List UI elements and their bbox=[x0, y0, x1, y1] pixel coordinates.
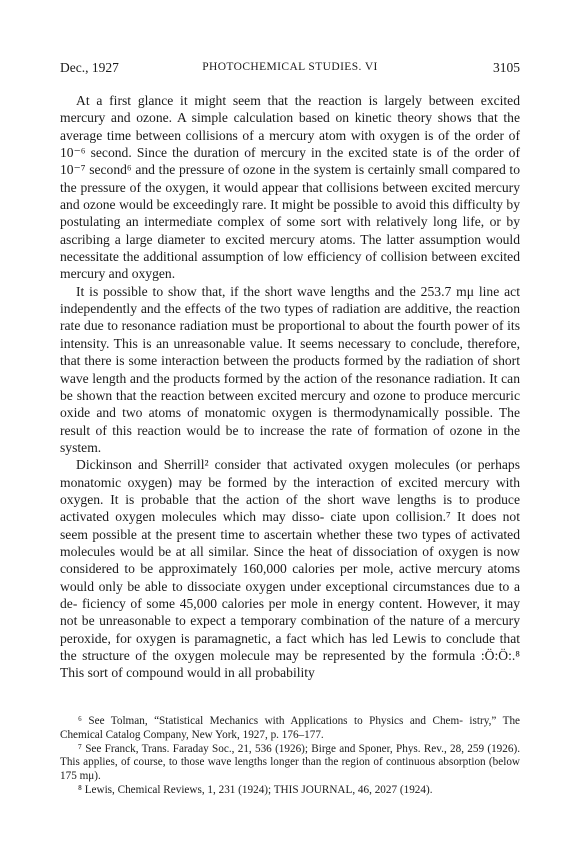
article-body bbox=[60, 92, 520, 682]
footnote: ⁶ See Tolman, “Statistical Mechanics with Applications to Physics and Chem- istry,” The Chemical Catalog Company, New York, 1927, p. 176–177. bbox=[60, 715, 520, 741]
running-header bbox=[60, 60, 520, 80]
footnote: ⁸ Lewis, Chemical Reviews, 1, 231 (1924); THIS JOURNAL, 46, 2027 (1924). bbox=[78, 783, 433, 796]
paragraph: Dickinson and Sherrill² consider that activated oxygen molecules (or perhaps monatomic oxygen) may be formed by the interaction of excited mercury with oxygen. It is probable that the action of the short wave lengths is to produce activated oxygen molecules which may disso- ciate upon collision.⁷ It does not seem possible at the present time to ascertain whether these two types of activated molecules would be at all similar. Since the heat of dissociation of oxygen is now considered to be approximately 160,000 calories per mole, active mercury atoms would only be able to dissociate oxygen under exceptional circumstances due to a de- ficiency of some 45,000 calories per mole in energy content. However, it may not be unreasonable to expect a temporary combination of the nature of a mercury peroxide, for oxygen is paramagnetic, a fact which has led Lewis to conclude that the structure of the oxygen molecule may be represented by the formula :Ö:Ö:.⁸ This sort of compound would in all probability bbox=[60, 457, 520, 681]
paragraph: It is possible to show that, if the short wave lengths and the 253.7 mμ line act independently and the effects of the two types of radiation are additive, the reaction rate due to resonance radiation must be proportional to about the fourth power of its intensity. This is an unreasonable value. It seems necessary to conclude, therefore, that there is some interaction between the products formed by the radiation of short wave length and the products formed by the action of the resonance radiation. It can be shown that the reaction between excited mercury and ozone to produce mercuric oxide and two atoms of monatomic oxygen is thermodynamically possible. The result of this reaction would be to increase the rate of formation of ozone in the system. bbox=[60, 283, 520, 455]
paragraph: At a first glance it might seem that the reaction is largely between excited mercury and ozone. A simple calculation based on kinetic theory shows that the average time between collisions of a mercury atom with oxygen is of the order of 10⁻⁶ second. Since the duration of mercury in the excited state is of the order of 10⁻⁷ second⁶ and the pressure of ozone in the system is certainly small compared to the pressure of the oxygen, it would appear that collisions between excited mercury and ozone would be exceedingly rare. It might be possible to avoid this difficulty by postulating an intermediate complex of some sort with relatively long life, or by ascribing a large diameter to excited mercury atoms. The latter assumption would necessitate the additional assumption of low efficiency of collision between excited mercury and oxygen. bbox=[60, 93, 520, 282]
footnote: ⁷ See Franck, Trans. Faraday Soc., 21, 536 (1926); Birge and Sponer, Phys. Rev., 28, 259 (1926). This applies, of course, to those wave lengths longer than the region of continuous absorption (below 175 mμ). bbox=[60, 742, 520, 783]
header-title: PHOTOCHEMICAL STUDIES. VI bbox=[202, 61, 378, 73]
page-number: 3105 bbox=[493, 60, 520, 75]
footnotes bbox=[60, 715, 520, 798]
header-date: Dec., 1927 bbox=[60, 60, 119, 75]
